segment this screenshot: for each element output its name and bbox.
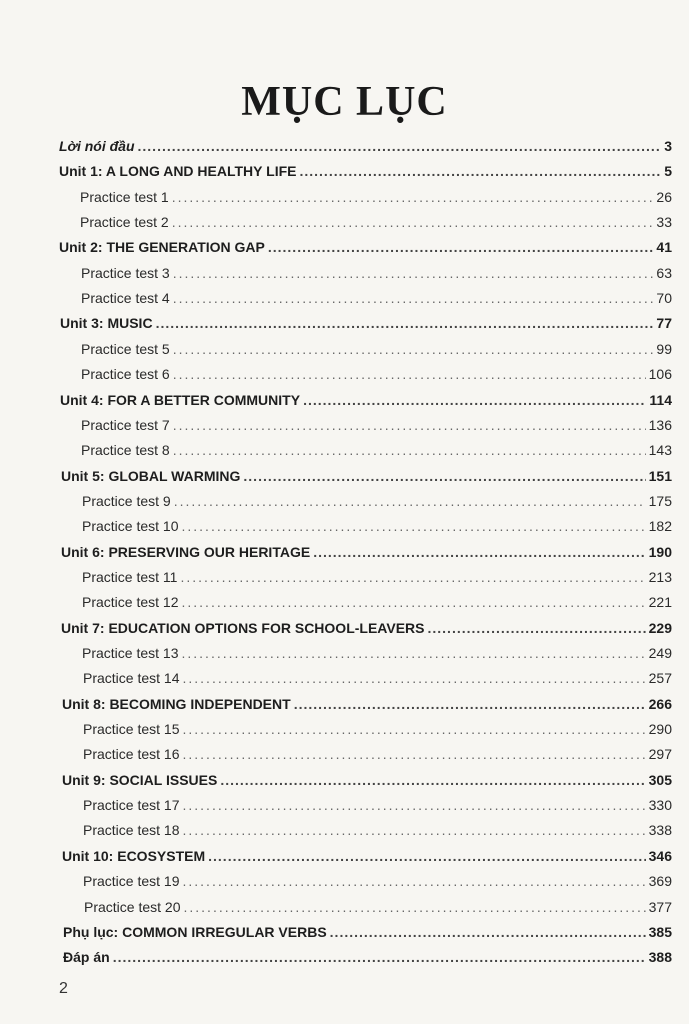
toc-entry-unit[interactable] xyxy=(61,620,672,640)
toc-entry-page-number: 63 xyxy=(656,264,672,281)
toc-entry-unit[interactable] xyxy=(59,239,672,259)
toc-entry-practice-test[interactable] xyxy=(83,721,672,741)
toc-entry-label: Đáp án xyxy=(63,949,110,966)
toc-entry-page-number: 151 xyxy=(648,467,672,484)
dot-leader xyxy=(183,721,646,737)
toc-entry-page-number: 26 xyxy=(656,188,672,205)
dot-leader xyxy=(173,341,654,357)
toc-entry-label: Practice test 3 xyxy=(81,264,170,281)
toc-entry-label: Practice test 11 xyxy=(82,568,178,585)
toc-entry-label: Unit 7: EDUCATION OPTIONS FOR SCHOOL-LEAVERS xyxy=(61,619,425,636)
toc-entry-unit[interactable] xyxy=(63,949,672,969)
toc-entry-page-number: 213 xyxy=(648,568,672,585)
dot-leader xyxy=(268,239,654,255)
toc-entry-page-number: 385 xyxy=(648,923,672,940)
toc-entry-label: Practice test 18 xyxy=(83,822,180,839)
toc-entry-page-number: 182 xyxy=(648,518,672,535)
dot-leader xyxy=(208,848,646,864)
dot-leader xyxy=(313,544,645,560)
toc-entry-label: Practice test 5 xyxy=(81,340,170,357)
toc-entry-practice-test[interactable] xyxy=(83,873,672,893)
toc-entry-practice-test[interactable] xyxy=(81,265,672,285)
toc-entry-label: Unit 8: BECOMING INDEPENDENT xyxy=(62,695,291,712)
toc-entry-unit[interactable] xyxy=(60,315,672,335)
toc-entry-unit[interactable] xyxy=(63,924,672,944)
dot-leader xyxy=(294,696,646,712)
dot-leader xyxy=(183,873,646,889)
toc-entry-unit[interactable] xyxy=(61,468,672,488)
dot-leader xyxy=(183,746,646,762)
toc-entry-unit[interactable] xyxy=(61,544,672,564)
toc-entry-page-number: 33 xyxy=(656,214,672,231)
toc-entry-label: Unit 10: ECOSYSTEM xyxy=(62,847,206,864)
toc-entry-label: Unit 1: A LONG AND HEALTHY LIFE xyxy=(59,163,297,180)
toc-entry-practice-test[interactable] xyxy=(84,899,672,919)
toc-entry-page-number: 290 xyxy=(648,721,672,738)
toc-entry-label: Practice test 12 xyxy=(82,594,179,611)
toc-entry-page-number: 346 xyxy=(648,847,672,864)
dot-leader xyxy=(180,569,645,585)
toc-entry-practice-test[interactable] xyxy=(83,746,672,766)
toc-entry-unit[interactable] xyxy=(59,163,672,183)
toc-entry-label: Practice test 13 xyxy=(82,645,179,661)
toc-entry-practice-test[interactable] xyxy=(81,290,672,310)
toc-entry-label: Practice test 15 xyxy=(83,721,180,738)
toc-entry-label: Practice test 6 xyxy=(81,366,170,383)
dot-leader xyxy=(303,392,646,408)
toc-entry-page-number: 257 xyxy=(648,670,672,687)
toc-entry-page-number: 266 xyxy=(648,695,672,712)
toc-entry-practice-test[interactable] xyxy=(82,493,672,513)
toc-entry-label: Practice test 16 xyxy=(83,746,180,763)
toc-entry-page-number: 229 xyxy=(648,619,672,636)
dot-leader xyxy=(183,670,646,686)
dot-leader xyxy=(182,594,646,610)
toc-entry-label: Practice test 14 xyxy=(83,670,180,687)
toc-entry-label: Practice test 19 xyxy=(83,873,180,890)
toc-entry-practice-test[interactable] xyxy=(81,417,672,437)
toc-entry-page-number: 136 xyxy=(648,416,672,433)
dot-leader xyxy=(182,645,646,661)
toc-entry-label: Practice test 17 xyxy=(83,797,180,814)
toc-entry-label: Unit 4: FOR A BETTER COMMUNITY xyxy=(60,391,301,408)
dot-leader xyxy=(173,265,654,281)
toc-entry-page-number: 106 xyxy=(648,366,672,383)
toc-entry-practice-test[interactable] xyxy=(82,518,672,538)
toc-entry-label: Unit 2: THE GENERATION GAP xyxy=(59,239,265,256)
toc-entry-page-number: 41 xyxy=(656,239,672,256)
toc-entry-page-number: 305 xyxy=(648,771,672,788)
toc-entry-page-number: 114 xyxy=(649,391,672,408)
page-number: 2 xyxy=(59,980,68,997)
toc-entry-label: Lời nói đầu xyxy=(59,138,135,154)
toc-entry-page-number: 377 xyxy=(648,898,672,915)
dot-leader xyxy=(220,772,645,788)
dot-leader xyxy=(182,518,646,534)
toc-entry-page-number: 388 xyxy=(648,949,672,966)
toc-entry-label: Phụ lục: COMMON IRREGULAR VERBS xyxy=(63,923,327,940)
toc-entry-unit[interactable] xyxy=(62,772,672,792)
toc-entry-label: Practice test 1 xyxy=(80,188,169,205)
toc-entry-practice-test[interactable] xyxy=(81,442,672,462)
toc-entry-page-number: 221 xyxy=(648,594,672,611)
toc-entry-unit[interactable] xyxy=(62,848,672,868)
dot-leader xyxy=(183,797,646,813)
toc-entry-page-number: 330 xyxy=(648,797,672,814)
toc-entry-unit[interactable] xyxy=(62,696,672,716)
dot-leader xyxy=(174,493,646,509)
page-title: MỤC LỤC xyxy=(241,79,448,125)
dot-leader xyxy=(173,366,646,382)
dot-leader xyxy=(113,949,646,965)
dot-leader xyxy=(330,924,646,940)
toc-entry-unit[interactable] xyxy=(60,392,672,412)
dot-leader xyxy=(299,163,661,179)
toc-entry-page-number: 3 xyxy=(664,138,672,154)
toc-entry-page-number: 5 xyxy=(664,163,672,180)
dot-leader xyxy=(156,315,654,331)
toc-entry-page-number: 175 xyxy=(648,492,672,509)
toc-entry-practice-test[interactable] xyxy=(82,645,672,665)
toc-entry-unit[interactable] xyxy=(59,138,672,158)
toc-entry-label: Practice test 10 xyxy=(82,518,179,535)
toc-entry-label: Practice test 7 xyxy=(81,416,170,433)
dot-leader xyxy=(173,442,646,458)
dot-leader xyxy=(183,822,646,838)
toc-entry-page-number: 190 xyxy=(648,543,672,560)
dot-leader xyxy=(173,290,654,306)
toc-entry-practice-test[interactable] xyxy=(83,670,672,690)
toc-entry-practice-test[interactable] xyxy=(81,341,672,361)
toc-entry-page-number: 297 xyxy=(648,746,672,763)
toc-entry-label: Practice test 8 xyxy=(81,442,170,459)
toc-entry-practice-test[interactable] xyxy=(83,822,672,842)
toc-entry-label: Unit 6: PRESERVING OUR HERITAGE xyxy=(61,543,311,560)
toc-entry-page-number: 369 xyxy=(648,873,672,890)
toc-entry-page-number: 70 xyxy=(656,290,672,307)
dot-leader xyxy=(172,189,654,205)
toc-entry-practice-test[interactable] xyxy=(80,214,672,234)
toc-entry-practice-test[interactable] xyxy=(83,797,672,817)
dot-leader xyxy=(184,899,646,915)
toc-entry-practice-test[interactable] xyxy=(82,594,672,614)
toc-entry-practice-test[interactable] xyxy=(80,189,672,209)
dot-leader xyxy=(243,468,645,484)
dot-leader xyxy=(173,417,646,433)
toc-entry-label: Practice test 4 xyxy=(81,290,170,307)
toc-entry-practice-test[interactable] xyxy=(81,366,672,386)
toc-entry-practice-test[interactable] xyxy=(82,569,672,589)
dot-leader xyxy=(172,214,654,230)
toc-entry-page-number: 249 xyxy=(648,645,672,661)
toc-entry-page-number: 338 xyxy=(648,822,672,839)
toc-entry-label: Practice test 20 xyxy=(84,898,181,915)
toc-entry-page-number: 99 xyxy=(656,340,672,357)
toc-entry-label: Unit 3: MUSIC xyxy=(60,315,153,332)
toc-entry-label: Practice test 9 xyxy=(82,492,171,509)
dot-leader xyxy=(138,138,662,154)
dot-leader xyxy=(428,620,646,636)
toc-entry-label: Unit 9: SOCIAL ISSUES xyxy=(62,771,218,788)
toc-entry-label: Unit 5: GLOBAL WARMING xyxy=(61,467,241,484)
toc-entry-page-number: 77 xyxy=(656,315,672,332)
toc-entry-label: Practice test 2 xyxy=(80,214,169,231)
toc-entry-page-number: 143 xyxy=(648,442,672,459)
